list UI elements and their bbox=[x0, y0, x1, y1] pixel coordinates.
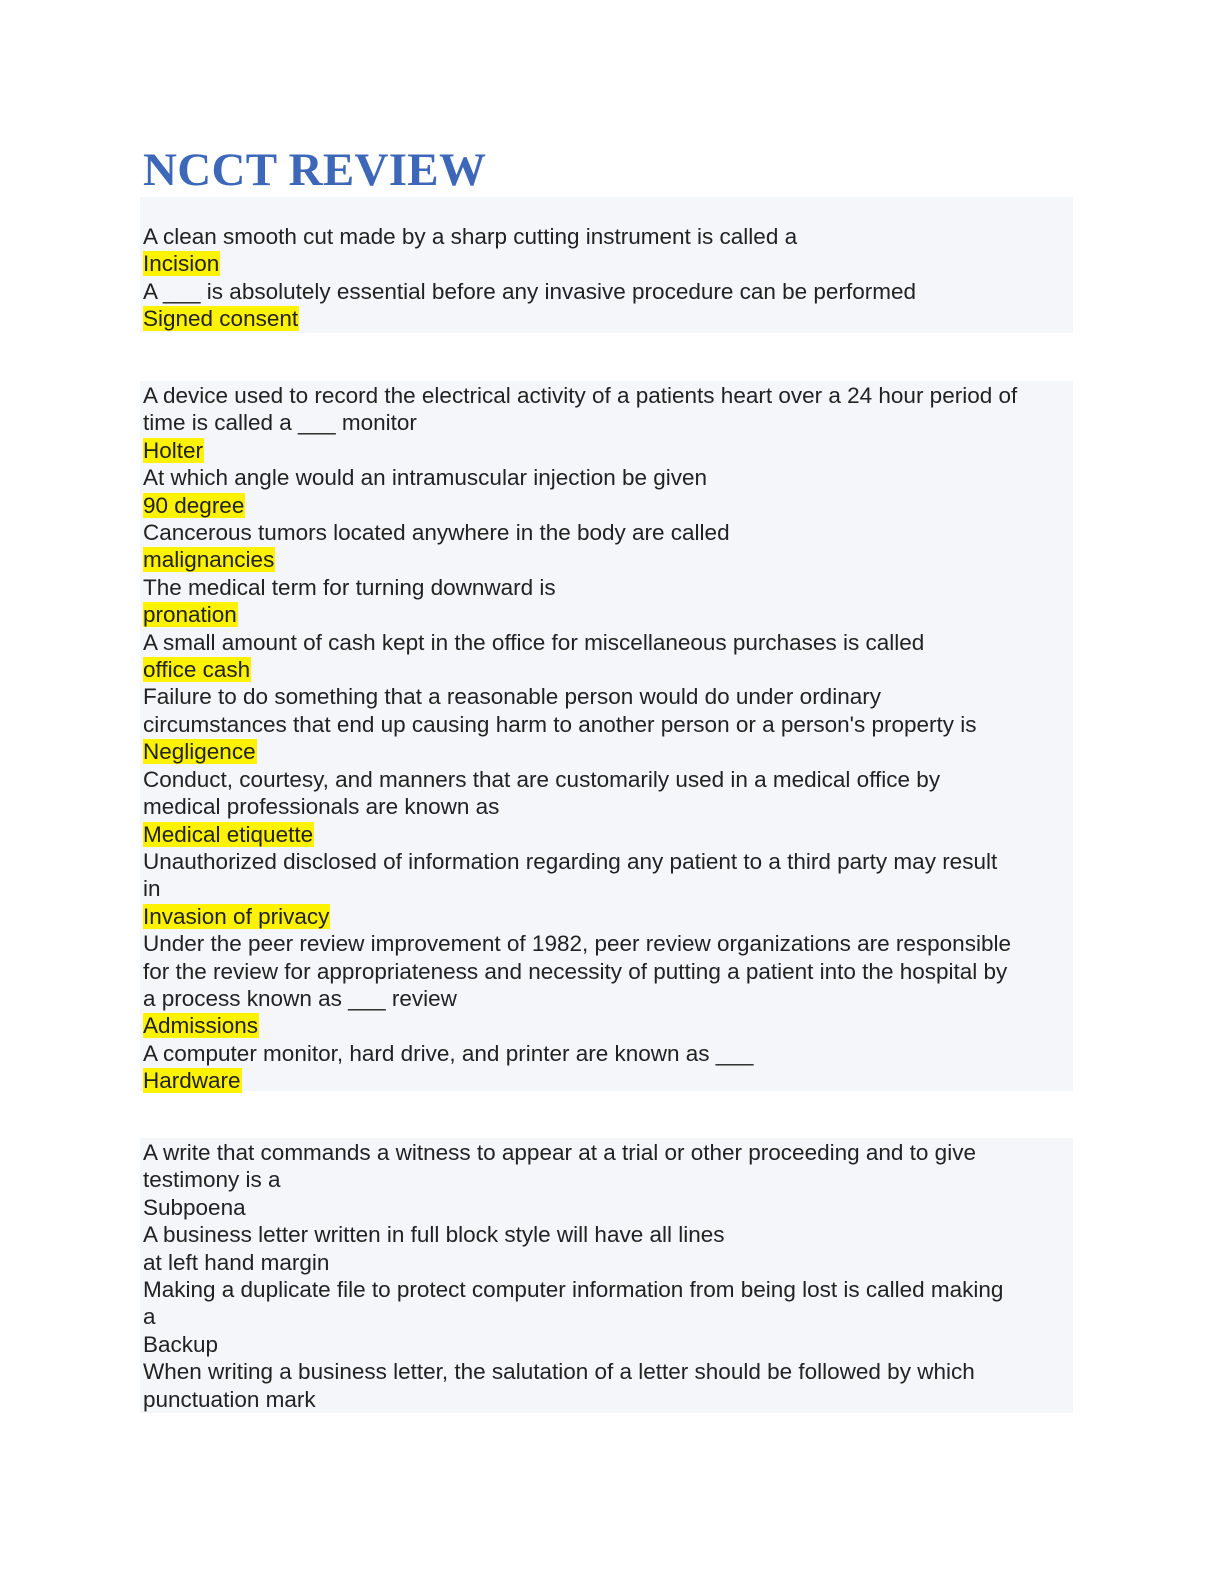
answer-highlight: Medical etiquette bbox=[143, 821, 314, 847]
question-text: Cancerous tumors located anywhere in the body are called bbox=[143, 520, 730, 546]
question-text: a process known as ___ review bbox=[143, 985, 457, 1011]
question-text: Under the peer review improvement of 1982, peer review organizations are responsible bbox=[143, 931, 1011, 957]
answer-text bbox=[143, 601, 1073, 628]
answer-highlight: Invasion of privacy bbox=[143, 903, 330, 929]
question-text: Failure to do something that a reasonable person would do under ordinary bbox=[143, 684, 881, 710]
answer-text bbox=[143, 738, 1073, 765]
question-text: time is called a ___ monitor bbox=[143, 410, 417, 436]
qa-block-1 bbox=[140, 197, 1073, 333]
question-text: testimony is a bbox=[143, 1167, 281, 1193]
answer-highlight: Negligence bbox=[143, 739, 256, 765]
question-text: The medical term for turning downward is bbox=[143, 574, 556, 600]
question-text: a bbox=[143, 1304, 156, 1330]
question-text: Unauthorized disclosed of information regarding any patient to a third party may result bbox=[143, 848, 998, 874]
qa-block-2 bbox=[140, 381, 1073, 1094]
question-text: A small amount of cash kept in the office for miscellaneous purchases is called bbox=[143, 629, 925, 655]
answer-text bbox=[143, 250, 1073, 277]
question-text: A write that commands a witness to appear at a trial or other proceeding and to give bbox=[143, 1140, 976, 1165]
question-text: for the review for appropriateness and necessity of putting a patient into the hospital by bbox=[143, 958, 1008, 984]
question-text: When writing a business letter, the salutation of a letter should be followed by which bbox=[143, 1359, 975, 1385]
question-text: circumstances that end up causing harm to another person or a person's property is bbox=[143, 711, 977, 737]
question-text: A ___ is absolutely essential before any invasive procedure can be performed bbox=[143, 278, 916, 304]
answer-highlight: malignancies bbox=[143, 547, 275, 573]
answer-text bbox=[143, 492, 1073, 519]
answer-highlight: Incision bbox=[143, 251, 220, 277]
answer-text: Subpoena bbox=[143, 1194, 246, 1220]
question-text: At which angle would an intramuscular injection be given bbox=[143, 465, 708, 491]
question-text: A business letter written in full block style will have all lines bbox=[143, 1222, 725, 1248]
question-text: A device used to record the electrical activity of a patients heart over a 24 hour period of bbox=[143, 383, 1018, 408]
question-text: in bbox=[143, 876, 161, 902]
answer-text bbox=[143, 656, 1073, 683]
answer-highlight: Admissions bbox=[143, 1013, 259, 1039]
answer-text bbox=[143, 437, 1073, 464]
answer-text: at left hand margin bbox=[143, 1249, 330, 1275]
page-title: NCCT REVIEW bbox=[143, 144, 487, 196]
answer-text bbox=[143, 821, 1073, 848]
answer-text bbox=[143, 903, 1073, 930]
question-text: A clean smooth cut made by a sharp cutting instrument is called a bbox=[143, 224, 798, 249]
answer-text bbox=[143, 546, 1073, 573]
question-text: A computer monitor, hard drive, and printer are known as ___ bbox=[143, 1040, 754, 1066]
question-text: medical professionals are known as bbox=[143, 794, 500, 820]
answer-highlight: pronation bbox=[143, 602, 237, 628]
answer-highlight: Signed consent bbox=[143, 306, 299, 332]
answer-highlight: 90 degree bbox=[143, 492, 245, 518]
question-text: Conduct, courtesy, and manners that are customarily used in a medical office by bbox=[143, 766, 941, 792]
question-text: Making a duplicate file to protect computer information from being lost is called making bbox=[143, 1277, 1004, 1303]
answer-highlight: Holter bbox=[143, 437, 204, 463]
question-text: punctuation mark bbox=[143, 1386, 316, 1412]
answer-highlight: Hardware bbox=[143, 1068, 241, 1094]
answer-text bbox=[143, 1012, 1073, 1039]
answer-text bbox=[143, 1067, 1073, 1094]
answer-text bbox=[143, 305, 1073, 332]
qa-block-3 bbox=[140, 1138, 1073, 1413]
answer-text: Backup bbox=[143, 1331, 219, 1357]
answer-highlight: office cash bbox=[143, 657, 251, 683]
